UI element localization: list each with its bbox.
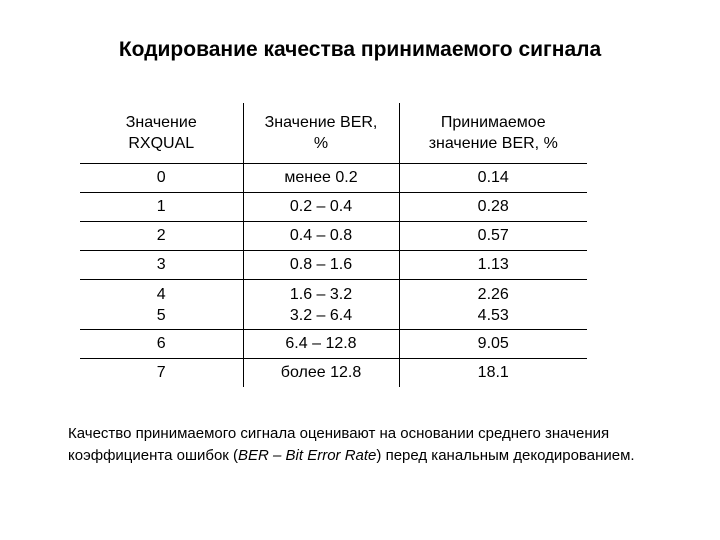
page-title: Кодирование качества принимаемого сигнала <box>118 38 602 61</box>
table-row <box>80 280 587 330</box>
cell-received: 18.1 <box>399 359 587 388</box>
caption-line-2-start: коэффициента ошибок ( <box>68 447 239 464</box>
table-row <box>80 359 587 388</box>
cell-rxqual: 1 <box>80 193 243 222</box>
cell-ber: 0.8 – 1.6 <box>243 251 399 280</box>
cell-rxqual: 0 <box>80 164 243 193</box>
cell-received: 0.14 <box>399 164 587 193</box>
cell-received: 2.26 4.53 <box>399 280 587 330</box>
cell-rxqual: 4 5 <box>80 280 243 330</box>
caption-line-2-end: ) перед канальным декодированием. <box>376 447 635 464</box>
cell-rxqual: 6 <box>80 330 243 359</box>
table-row <box>80 193 587 222</box>
header-ber: Значение BER, % <box>243 103 399 164</box>
caption-ber-definition: BER – Bit Error Rate <box>238 447 377 464</box>
cell-received: 0.57 <box>399 222 587 251</box>
cell-ber: более 12.8 <box>243 359 399 388</box>
table-header-row <box>80 103 587 164</box>
rxqual-table <box>80 103 587 387</box>
header-rxqual: Значение RXQUAL <box>80 103 243 164</box>
table-row <box>80 164 587 193</box>
cell-rxqual: 2 <box>80 222 243 251</box>
caption-text <box>68 423 708 467</box>
header-received-ber: Принимаемое значение BER, % <box>399 103 587 164</box>
table-row <box>80 330 587 359</box>
cell-rxqual: 3 <box>80 251 243 280</box>
cell-rxqual: 7 <box>80 359 243 388</box>
table-row <box>80 222 587 251</box>
cell-received: 1.13 <box>399 251 587 280</box>
cell-received: 9.05 <box>399 330 587 359</box>
table-row <box>80 251 587 280</box>
cell-ber: менее 0.2 <box>243 164 399 193</box>
cell-ber: 1.6 – 3.2 3.2 – 6.4 <box>243 280 399 330</box>
cell-ber: 6.4 – 12.8 <box>243 330 399 359</box>
cell-ber: 0.4 – 0.8 <box>243 222 399 251</box>
caption-line-1: Качество принимаемого сигнала оценивают на основании среднего значения <box>68 425 610 442</box>
cell-received: 0.28 <box>399 193 587 222</box>
cell-ber: 0.2 – 0.4 <box>243 193 399 222</box>
